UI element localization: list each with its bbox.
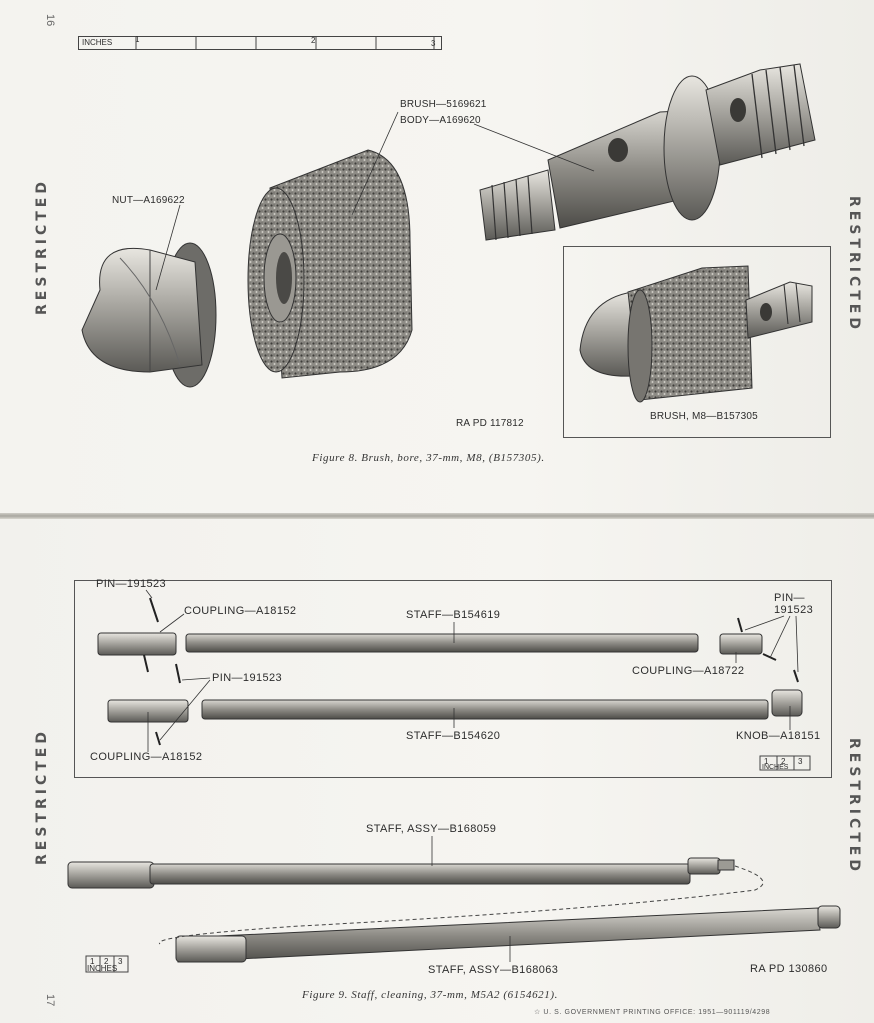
label-pin-right-a: PIN— [774, 592, 805, 604]
label-brush: BRUSH—5169621 [400, 99, 487, 110]
label-staff-assy-2: STAFF, ASSY—B168063 [428, 964, 559, 976]
staff-assy-b168059 [68, 858, 734, 888]
label-pin-1: PIN—191523 [96, 578, 167, 590]
inset-frame [563, 246, 831, 438]
restricted-right-bottom: RESTRICTED [846, 738, 862, 875]
label-staff-assy-1: STAFF, ASSY—B168059 [366, 823, 497, 835]
scale-bottom-tick: 3 [118, 957, 123, 966]
ruler-tick-label: 1 [135, 35, 140, 44]
scale-inset-tick: 3 [798, 757, 803, 766]
label-pin-right-b: 191523 [774, 604, 814, 616]
restricted-right-top: RESTRICTED [846, 196, 862, 333]
bottom-page-number: 17 [44, 994, 56, 1007]
restricted-left-top: RESTRICTED [34, 178, 50, 315]
scale-bottom-tick: 1 [90, 957, 95, 966]
inset-label: BRUSH, M8—B157305 [650, 411, 758, 422]
ruler-unit: INCHES [82, 38, 113, 47]
figure-8-caption: Figure 8. Brush, bore, 37-mm, M8, (B157305). [312, 452, 545, 464]
label-coupling-2: COUPLING—A18722 [632, 665, 745, 677]
ra-pd-bottom: RA PD 130860 [750, 963, 828, 975]
nut-part [82, 243, 216, 387]
label-staff-2: STAFF—B154620 [406, 730, 501, 742]
label-knob: KNOB—A18151 [736, 730, 821, 742]
gpo-footer: ☆ U. S. GOVERNMENT PRINTING OFFICE: 1951—901119/4298 [534, 1009, 771, 1016]
top-page-number: 16 [44, 14, 56, 27]
label-coupling-1: COUPLING—A18152 [184, 605, 297, 617]
label-staff-1: STAFF—B154619 [406, 609, 501, 621]
scale-inset-tick: 1 [764, 757, 769, 766]
staff-assy-b168063 [176, 906, 840, 962]
figure-9-caption: Figure 9. Staff, cleaning, 37-mm, M5A2 (6154621). [302, 989, 558, 1001]
scale-bottom-unit: INCHES [87, 964, 118, 973]
scale-inset-tick: 2 [781, 757, 786, 766]
body-part [480, 64, 815, 240]
ruler-tick-label: 3 [431, 39, 436, 48]
label-body: BODY—A169620 [400, 115, 481, 126]
brush-part [248, 150, 412, 378]
scale-bottom-tick: 2 [104, 957, 109, 966]
scale-inset-unit: INCHES [762, 764, 789, 771]
label-pin-2: PIN—191523 [212, 672, 283, 684]
label-coupling-3: COUPLING—A18152 [90, 751, 203, 763]
ra-pd-top: RA PD 117812 [456, 418, 524, 429]
ruler-tick-label: 2 [311, 36, 316, 45]
label-nut: NUT—A169622 [112, 195, 185, 206]
restricted-left-bottom: RESTRICTED [34, 728, 50, 865]
